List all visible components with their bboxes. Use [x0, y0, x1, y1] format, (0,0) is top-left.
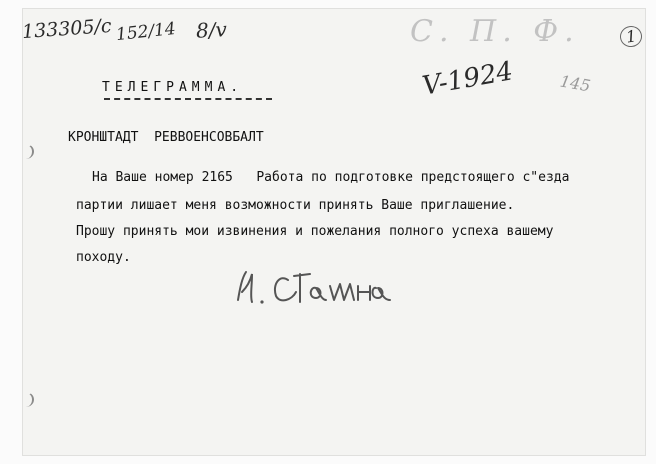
- registry-mark: V-1924: [420, 56, 516, 102]
- archive-stamp: С. П. Ф.: [410, 14, 580, 49]
- archive-number-3: 8/v: [195, 17, 228, 43]
- archive-number-1: 133305/с: [21, 14, 113, 44]
- body-line-4: походу.: [76, 250, 131, 265]
- body-line-3: Прошу принять мои извинения и пожелания полного успеха вашему: [76, 224, 554, 239]
- handwritten-signature: [230, 262, 410, 312]
- registry-number: 145: [558, 71, 592, 96]
- punch-hole-top: [18, 144, 34, 159]
- punch-hole-bottom: [18, 392, 34, 407]
- archive-number-2: 152/14: [115, 18, 177, 46]
- title-underline: [104, 98, 272, 100]
- body-line-2: партии лишает меня возможности принять Ваше приглашение.: [76, 198, 515, 213]
- signature-drawing: [230, 262, 410, 312]
- telegram-title: ТЕЛЕГРАММА.: [102, 80, 244, 95]
- body-line-1: На Ваше номер 2165 Работа по подготовке предстоящего с"езда: [92, 170, 570, 185]
- addressee: КРОНШТАДТ РЕВВОЕНСОВБАЛТ: [68, 130, 264, 145]
- sheet-number: 1: [619, 25, 644, 49]
